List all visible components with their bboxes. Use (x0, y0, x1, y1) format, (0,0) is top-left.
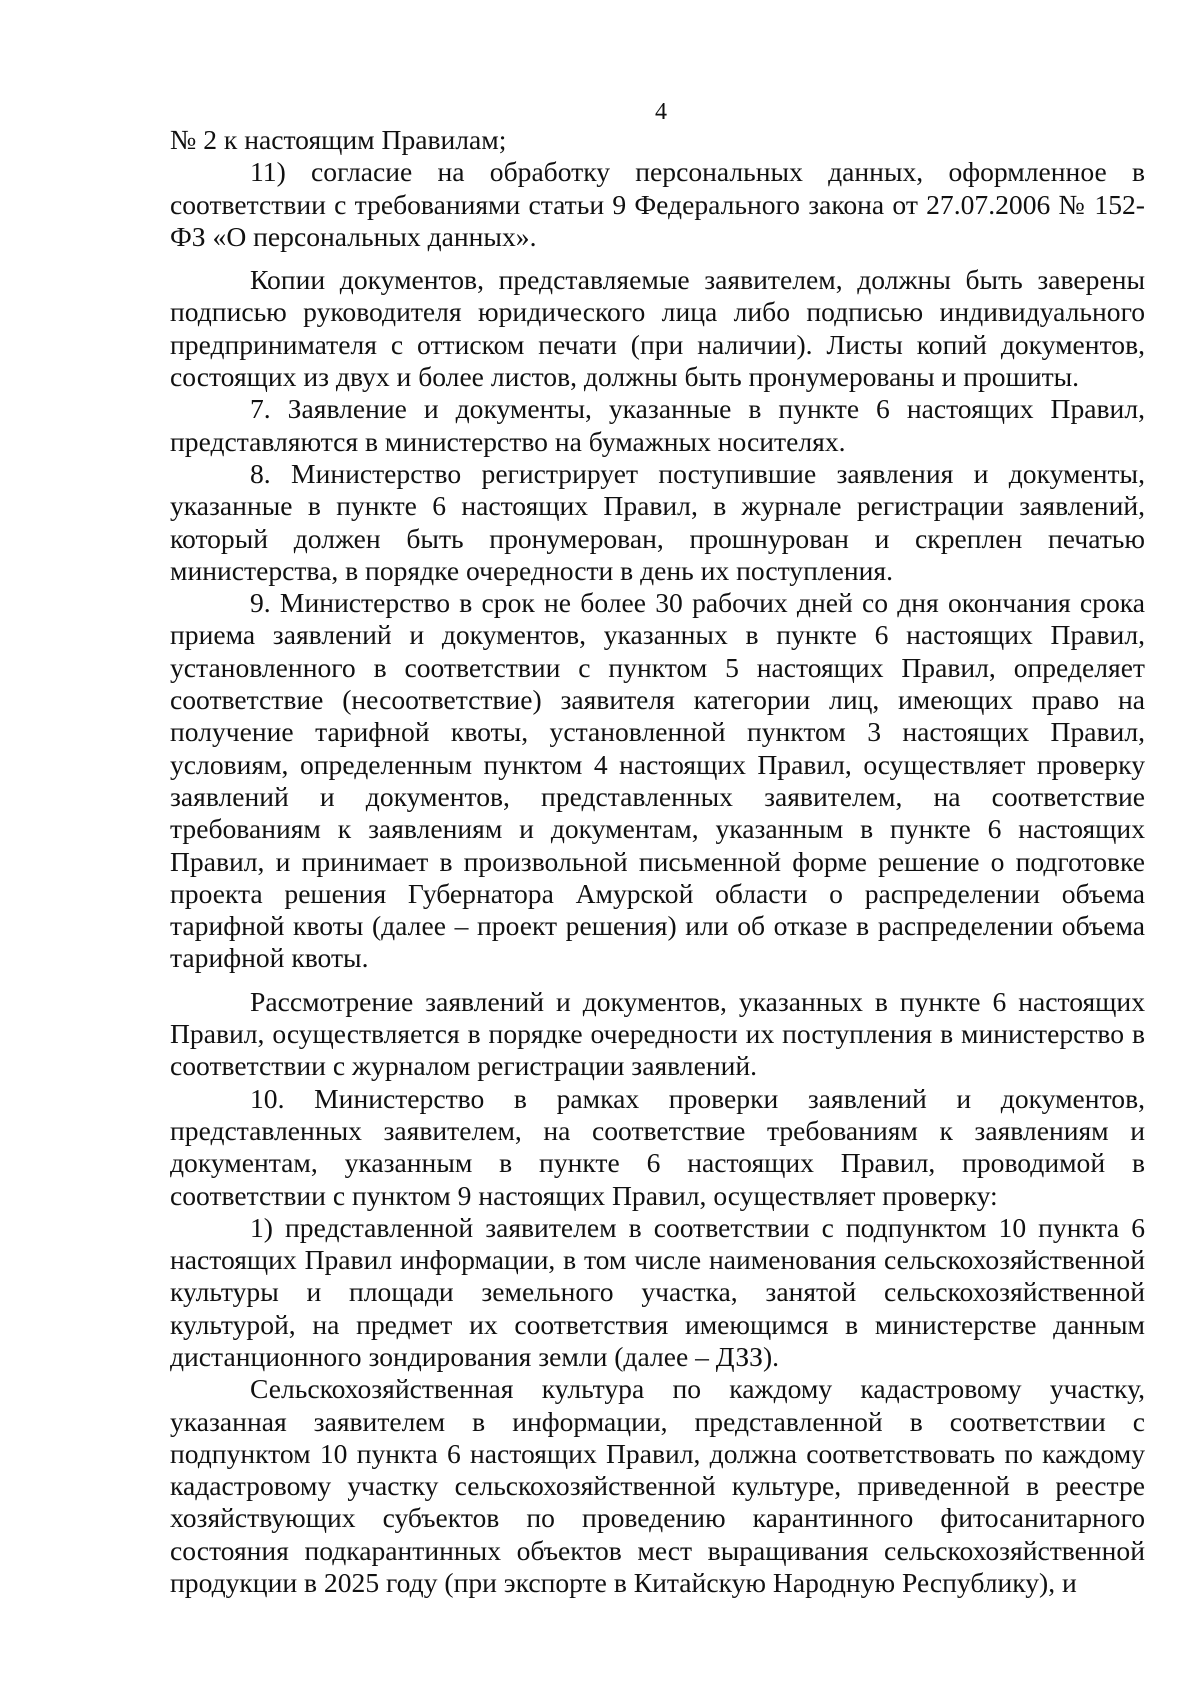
paragraph: Сельскохозяйственная культура по каждому кадастровому участку, указанная заявителем в информации, представленной в соответствии с подпунктом 10 пункта 6 настоящих Правил, должна соответствовать по каждому кадастровому участку сельскохозяйственной культуре, приведенной в реестре хозяйствующих субъектов по проведению карантинного фитосанитарного состояния подкарантинных объектов мест выращивания сельскохозяйственной продукции в 2025 году (при экспорте в Китайскую Народную Республику), и (170, 1373, 1145, 1599)
paragraph: 10. Министерство в рамках проверки заявлений и документов, представленных заявителем, на соответствие требованиям к заявлениям и документам, указанным в пункте 6 настоящих Правил, проводимой в соответствии с пунктом 9 настоящих Правил, осуществляет проверку: (170, 1082, 1145, 1211)
paragraph: Рассмотрение заявлений и документов, указанных в пункте 6 настоящих Правил, осуществляется в порядке очередности их поступления в министерство в соответствии с журналом регистрации заявлений. (170, 985, 1145, 1082)
paragraph: 9. Министерство в срок не более 30 рабочих дней со дня окончания срока приема заявлений и документов, указанных в пункте 6 настоящих Правил, установленного в соответствии с пунктом 5 настоящих Правил, определяет соответствие (несоответствие) заявителя категории лиц, имеющих право на получение тарифной квоты, установленной пунктом 3 настоящих Правил, условиям, определенным пунктом 4 настоящих Правил, осуществляет проверку заявлений и документов, представленных заявителем, на соответствие требованиям к заявлениям и документам, указанным в пункте 6 настоящих Правил, и принимает в произвольной письменной форме решение о подготовке проекта решения Губернатора Амурской области о распределении объема тарифной квоты (далее – проект решения) или об отказе в распределении объема тарифной квоты. (170, 587, 1145, 974)
paragraph: № 2 к настоящим Правилам; (170, 124, 507, 155)
paragraph: 8. Министерство регистрирует поступившие заявления и документы, указанные в пункте 6 настоящих Правил, в журнале регистрации заявлений, который должен быть пронумерован, прошнурован и скреплен печатью министерства, в порядке очередности в день их поступления. (170, 457, 1145, 586)
document-body (170, 124, 1145, 1599)
paragraph: Копии документов, представляемые заявителем, должны быть заверены подписью руководителя юридического лица либо подписью индивидуального предпринимателя с оттиском печати (при наличии). Листы копий документов, состоящих из двух и более листов, должны быть пронумерованы и прошиты. (170, 264, 1145, 393)
paragraph: 11) согласие на обработку персональных данных, оформленное в соответствии с требованиями статьи 9 Федерального закона от 27.07.2006 № 152-ФЗ «О персональных данных». (170, 156, 1145, 252)
paragraph: 7. Заявление и документы, указанные в пункте 6 настоящих Правил, представляются в министерство на бумажных носителях. (170, 393, 1145, 457)
page-number: 4 (655, 99, 667, 125)
paragraph: 1) представленной заявителем в соответствии с подпунктом 10 пункта 6 настоящих Правил информации, в том числе наименования сельскохозяйственной культуры и площади земельного участка, занятой сельскохозяйственной культурой, на предмет их соответствия имеющимся в министерстве данным дистанционного зондирования земли (далее – ДЗЗ). (170, 1211, 1145, 1372)
